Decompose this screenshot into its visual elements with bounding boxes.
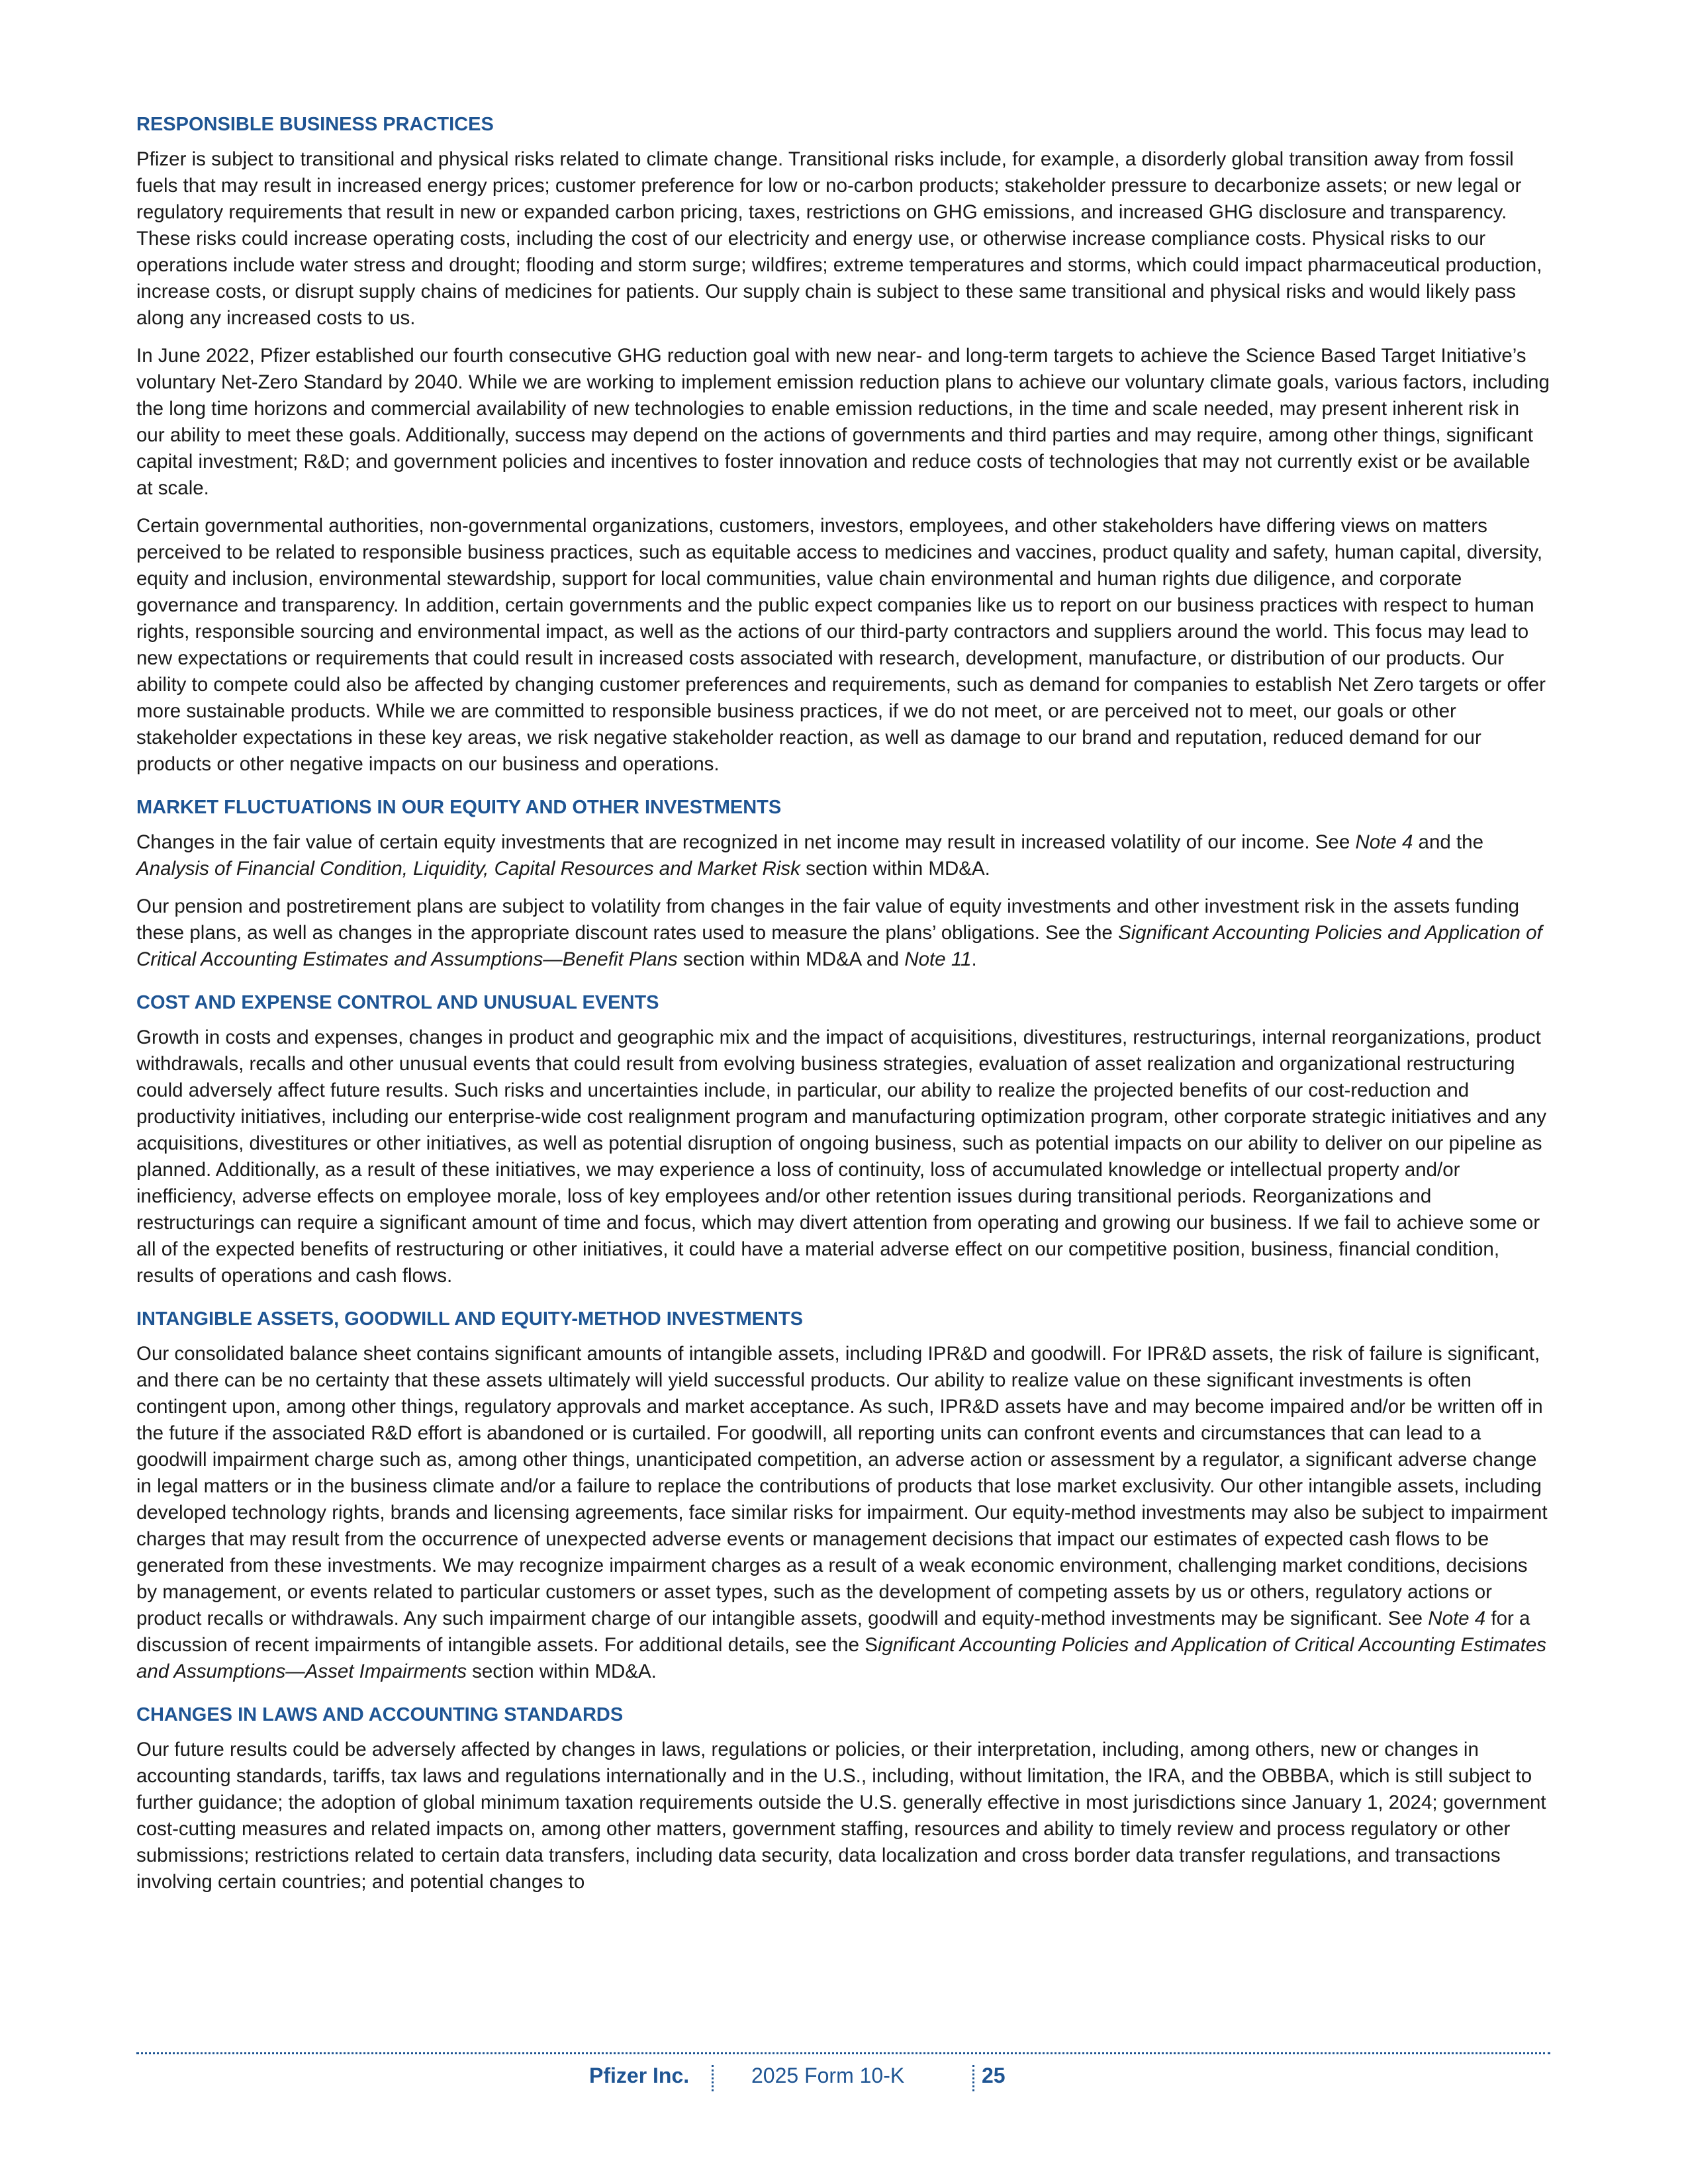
paragraph: Growth in costs and expenses, changes in product and geographic mix and the impact of acquisitions, divestitures, restructurings, internal reorganizations, product withdrawals, recalls and other unusual events that could result from evolving business strategies, evaluation of asset realization and organizational restructuring could adversely affect future results. Such risks and uncertainties include, in particular, our ability to realize the projected benefits of our cost-reduction and productivity initiatives, including our enterprise-wide cost realignment program and manufacturing optimization program, other corporate strategic initiatives and any acquisitions, divestitures or other initiatives, as well as potential disruption of ongoing business, such as potential impacts on our ability to deliver on our pipeline as planned. Additionally, as a result of these initiatives, we may experience a loss of continuity, loss of accumulated knowledge or intellectual property and/or inefficiency, adverse effects on employee morale, loss of key employees and/or other retention issues during transitional periods. Reorganizations and restructurings can require a significant amount of time and focus, which may divert attention from operating and growing our business. If we fail to achieve some or all of the expected benefits of restructuring or other initiatives, it could have a material adverse effect on our competitive position, business, financial condition, results of operations and cash flows. <box>136 1026 1546 1287</box>
text-run: and the <box>1413 831 1483 853</box>
section-heading: COST AND EXPENSE CONTROL AND UNUSUAL EVENTS <box>136 992 659 1013</box>
text-run: . <box>971 948 977 970</box>
paragraph: Pfizer is subject to transitional and physical risks related to climate change. Transitional risks include, for example, a disorderly global transition away from fossil fuels that may result in increased energy prices; customer preference for low or no-carbon products; stakeholder pressure to decarbonize assets; or new legal or regulatory requirements that result in new or expanded carbon pricing, taxes, restrictions on GHG emissions, and increased GHG disclosure and transparency. These risks could increase operating costs, including the cost of our electricity and energy use, or otherwise increase compliance costs. Physical risks to our operations include water stress and drought; flooding and storm surge; wildfires; extreme temperatures and storms, which could impact pharmaceutical production, increase costs, or disrupt supply chains of medicines for patients. Our supply chain is subject to these same transitional and physical risks and would likely pass along any increased costs to us. <box>136 148 1542 329</box>
note-reference: Note 4 <box>1355 831 1413 853</box>
document-body <box>136 111 1550 1912</box>
paragraph <box>136 829 1550 882</box>
text-run: Our pension and postretirement plans are subject to volatility from changes in the fair value of equity investments and other investment risk in the assets funding these plans, as well as changes in the appropriate discount rates used to measure the plans’ obligations. See the <box>136 895 1520 944</box>
note-reference: Note 11 <box>904 948 972 970</box>
section-reference: Analysis of Financial Condition, Liquidity, Capital Resources and Market Risk <box>136 858 800 880</box>
footer-form-label: 2025 Form 10-K <box>751 2064 905 2087</box>
paragraph: In June 2022, Pfizer established our fourth consecutive GHG reduction goal with new near- and long-term targets to achieve the Science Based Target Initiative’s voluntary Net-Zero Standard by 2040. While we are working to implement emission reduction plans to achieve our voluntary climate goals, various factors, including the long time horizons and commercial availability of new technologies to enable emission reductions, in the time and scale needed, may present inherent risk in our ability to meet these goals. Additionally, success may depend on the actions of governments and third parties and may require, among other things, significant capital investment; R&D; and government policies and incentives to foster innovation and reduce costs of technologies that may not currently exist or be available at scale. <box>136 345 1550 499</box>
text-run: section within MD&A. <box>466 1661 657 1682</box>
section-responsible-business-practices <box>136 111 1550 778</box>
page-number: 25 <box>982 2064 1006 2087</box>
paragraph: Certain governmental authorities, non-governmental organizations, customers, investors, employees, and other stakeholders have differing views on matters perceived to be related to responsible business practices, such as equitable access to medicines and vaccines, product quality and safety, human capital, diversity, equity and inclusion, environmental stewardship, support for local communities, value chain environmental and human rights due diligence, and corporate governance and transparency. In addition, certain governments and the public expect companies like us to report on our business practices with respect to human rights, responsible sourcing and environmental impact, as well as the actions of our third-party contractors and suppliers around the world. This focus may lead to new expectations or requirements that could result in increased costs associated with research, development, manufacture, or distribution of our products. Our ability to compete could also be affected by changing customer preferences and requirements, such as demand for companies to establish Net Zero targets or offer more sustainable products. While we are committed to responsible business practices, if we do not meet, or are perceived not to meet, our goals or other stakeholder expectations in these key areas, we risk negative stakeholder reaction, as well as damage to our brand and reputation, reduced demand for our products or other negative impacts on our business and operations. <box>136 515 1546 775</box>
text-run: Changes in the fair value of certain equity investments that are recognized in net income may result in increased volatility of our income. See <box>136 831 1356 853</box>
section-reference: Significant Accounting Policies and Application of Critical Accounting Estimates and Assumptions—Benefit Plans <box>136 922 1542 970</box>
page-footer <box>136 2052 1550 2094</box>
text-run: Our consolidated balance sheet contains significant amounts of intangible assets, including IPR&D and goodwill. For IPR&D assets, the risk of failure is significant, and there can be no certainty that these assets ultimately will yield successful products. Our ability to realize value on these significant investments is often contingent upon, among other things, regulatory approvals and market acceptance. As such, IPR&D assets have and may become impaired and/or be written off in the future if the associated R&D effort is abandoned or is curtailed. For goodwill, all reporting units can confront events and circumstances that can lead to a goodwill impairment charge such as, among other things, unanticipated competition, an adverse action or assessment by a regulator, a significant adverse change in legal matters or in the business climate and/or a failure to replace the contributions of products that lose market exclusivity. Our other intangible assets, including developed technology rights, brands and licensing agreements, face similar risks for impairment. Our equity-method investments may also be subject to impairment charges that may result from the occurrence of unexpected adverse events or management decisions that impact our estimates of expected cash flows to be generated from these investments. We may recognize impairment charges as a result of a weak economic environment, challenging market conditions, decisions by management, or events related to particular customers or asset types, such as the development of competing assets by us or others, regulatory actions or product recalls or withdrawals. Any such impairment charge of our intangible assets, goodwill and equity-method investments may be significant. See <box>136 1343 1548 1629</box>
note-reference: Note 4 <box>1428 1608 1486 1629</box>
section-heading: RESPONSIBLE BUSINESS PRACTICES <box>136 114 494 135</box>
section-heading: CHANGES IN LAWS AND ACCOUNTING STANDARDS <box>136 1704 624 1725</box>
footer-divider <box>972 2065 974 2091</box>
section-intangible-assets <box>136 1306 1550 1685</box>
section-heading: INTANGIBLE ASSETS, GOODWILL AND EQUITY-METHOD INVESTMENTS <box>136 1308 803 1330</box>
footer-company-name: Pfizer Inc. <box>589 2064 690 2087</box>
footer-divider <box>712 2065 714 2091</box>
section-heading: MARKET FLUCTUATIONS IN OUR EQUITY AND OTHER INVESTMENTS <box>136 797 782 818</box>
paragraph: Our future results could be adversely affected by changes in laws, regulations or policies, or their interpretation, including, among others, new or changes in accounting standards, tariffs, tax laws and regulations internationally and in the U.S., including, without limitation, the IRA, and the OBBBA, which is still subject to further guidance; the adoption of global minimum taxation requirements outside the U.S. generally effective in most jurisdictions since January 1, 2024; government cost-cutting measures and related impacts on, among other matters, government staffing, resources and ability to timely review and process regulatory or other submissions; restrictions related to certain data transfers, including data security, data localization and cross border data transfer regulations, and transactions involving certain countries; and potential changes to <box>136 1739 1546 1893</box>
section-reference: ignificant Accounting Policies and Application of Critical Accounting Estimates and Assumptions—Asset Impairments <box>136 1634 1547 1682</box>
text-run: section within MD&A. <box>800 858 990 880</box>
section-changes-in-laws <box>136 1702 1550 1895</box>
text-run: for a discussion of recent impairments of intangible assets. For additional details, see the S <box>136 1608 1530 1656</box>
paragraph <box>136 893 1550 973</box>
section-market-fluctuations <box>136 794 1550 973</box>
section-cost-expense-control <box>136 989 1550 1289</box>
paragraph <box>136 1341 1550 1685</box>
text-run: section within MD&A and <box>677 948 905 970</box>
